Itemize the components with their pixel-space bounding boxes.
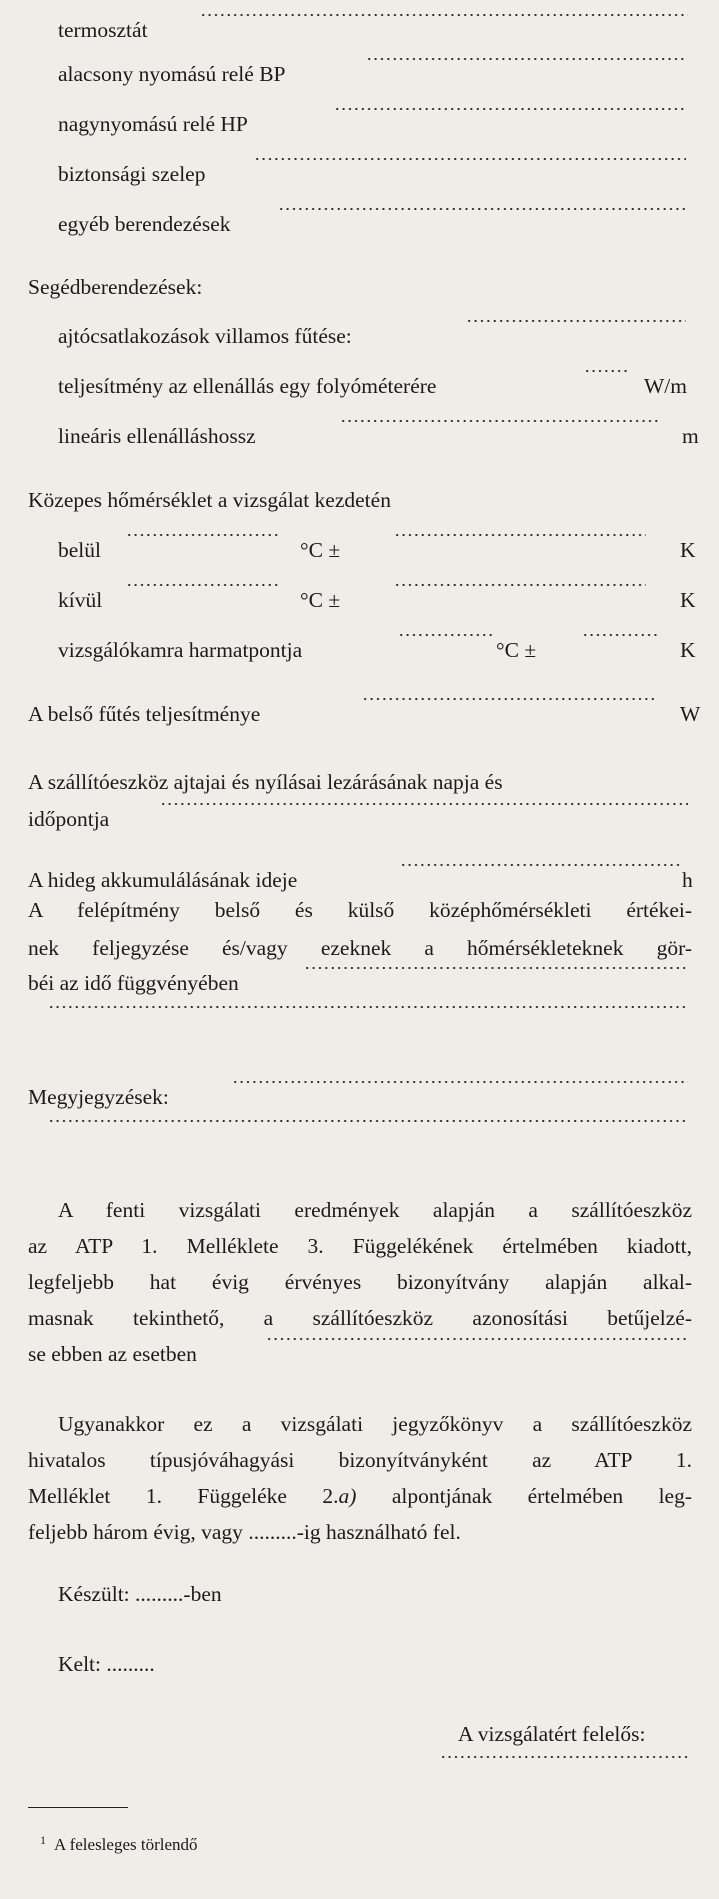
record-line3 bbox=[0, 961, 719, 1005]
field-label bbox=[58, 1642, 155, 1686]
field-temp-inside bbox=[0, 528, 719, 572]
paragraph-text: feljebb három évig, vagy bbox=[28, 1520, 249, 1544]
field-temp-outside bbox=[0, 578, 719, 622]
fill-dots: ......... bbox=[248, 1520, 297, 1544]
kelvin-label: K bbox=[680, 638, 696, 662]
signature-line bbox=[0, 1750, 719, 1794]
paragraph-text: Ugyanakkor ez a vizsgálati jegyzőkönyv a szállítóeszköz bbox=[58, 1412, 692, 1436]
record-text: A felépítmény belső és külső középhőmérsékleti értékei- bbox=[28, 898, 692, 922]
field-safety-valve bbox=[0, 152, 719, 196]
field-label: nagynyomású relé HP bbox=[58, 112, 248, 136]
paragraph-italic: a) bbox=[338, 1484, 357, 1508]
field-label: vizsgálókamra harmatpontja bbox=[58, 638, 303, 662]
paragraph-text: masnak tekinthető, a szállítóeszköz azonosítási betűjelzé- bbox=[28, 1306, 692, 1330]
dotted-fill-line bbox=[278, 202, 686, 216]
dotted-fill-line bbox=[232, 1075, 688, 1089]
section-heading: Közepes hőmérséklet a vizsgálat kezdetén bbox=[28, 488, 391, 512]
celsius-label: °C ± bbox=[300, 588, 341, 612]
para2-line3 bbox=[28, 1478, 692, 1514]
para2-line1 bbox=[58, 1406, 692, 1442]
dotted-fill-line bbox=[48, 1000, 688, 1014]
field-door-heating bbox=[0, 314, 719, 358]
dotted-fill-line bbox=[394, 578, 646, 592]
record-text: nek feljegyzése és/vagy ezeknek a hőmérsékleteknek gör- bbox=[28, 936, 692, 960]
para1-line1 bbox=[58, 1192, 692, 1228]
field-dew-point bbox=[0, 628, 719, 672]
field-label: biztonsági szelep bbox=[58, 162, 206, 186]
fill-dots: ......... bbox=[135, 1582, 184, 1606]
dotted-fill-line bbox=[466, 314, 686, 328]
dotted-fill-line bbox=[334, 102, 686, 116]
dotted-fill-line bbox=[340, 414, 660, 428]
para2-line4 bbox=[28, 1514, 692, 1550]
signature-label: A vizsgálatért felelős: bbox=[458, 1722, 646, 1746]
field-label: A belső fűtés teljesítménye bbox=[28, 702, 261, 726]
para1-line5 bbox=[0, 1332, 719, 1376]
field-remarks bbox=[0, 1075, 719, 1119]
field-label: alacsony nyomású relé BP bbox=[58, 62, 286, 86]
made-label: Készült: bbox=[58, 1582, 136, 1606]
dotted-fill-line bbox=[266, 1332, 688, 1346]
footnote-number: 1 bbox=[40, 1833, 46, 1847]
field-label: A hideg akkumulálásának ideje bbox=[28, 868, 298, 892]
paragraph-text: Melléklet 1. Függeléke 2. bbox=[28, 1484, 339, 1508]
footnote-rule bbox=[28, 1807, 128, 1808]
footnote-text: A felesleges törlendő bbox=[54, 1835, 198, 1854]
field-label: A szállítóeszköz ajtajai és nyílásai lezárásának napja és bbox=[28, 770, 503, 794]
dotted-fill-line bbox=[254, 152, 686, 166]
paragraph-text: A fenti vizsgálati eredmények alapján a szállítóeszköz bbox=[58, 1198, 692, 1222]
dotted-fill-line bbox=[398, 628, 494, 642]
paragraph-text: alpontjának értelmében leg- bbox=[356, 1484, 692, 1508]
para1-line2 bbox=[28, 1228, 692, 1264]
field-heating-power bbox=[0, 692, 719, 736]
dotted-fill-line bbox=[160, 797, 688, 811]
field-bp-relay bbox=[0, 52, 719, 96]
remarks-blank-line bbox=[0, 1114, 719, 1158]
field-label: egyéb berendezések bbox=[58, 212, 231, 236]
para1-line3 bbox=[28, 1264, 692, 1300]
record-text: béi az idő függvényében bbox=[28, 971, 239, 995]
field-termosztat bbox=[0, 8, 719, 52]
dotted-fill-line bbox=[400, 858, 680, 872]
field-other-equipment bbox=[0, 202, 719, 246]
field-date bbox=[0, 1642, 719, 1686]
para1-line4 bbox=[28, 1300, 692, 1336]
para2-line2 bbox=[28, 1442, 692, 1478]
field-closing-line2 bbox=[0, 797, 719, 841]
field-label: lineáris ellenálláshossz bbox=[58, 424, 256, 448]
paragraph-text: -ig használható fel. bbox=[296, 1520, 461, 1544]
paragraph-text: hivatalos típusjóváhagyási bizonyítványként az ATP 1. bbox=[28, 1448, 692, 1472]
field-label: kívül bbox=[58, 588, 103, 612]
celsius-label: °C ± bbox=[300, 538, 341, 562]
dotted-fill-line bbox=[584, 364, 630, 378]
field-resistance-length bbox=[0, 414, 719, 458]
record-line1 bbox=[28, 892, 692, 928]
dotted-signature-line bbox=[440, 1750, 688, 1764]
date-label: Kelt: bbox=[58, 1652, 107, 1676]
paragraph-text: az ATP 1. Melléklete 3. Függelékének értelmében kiadott, bbox=[28, 1234, 692, 1258]
made-suffix: -ben bbox=[183, 1582, 222, 1606]
field-label: termosztát bbox=[58, 18, 148, 42]
unit-label: m bbox=[682, 424, 699, 448]
field-label: időpontja bbox=[28, 807, 110, 831]
dotted-fill-line bbox=[126, 578, 278, 592]
field-label: teljesítmény az ellenállás egy folyóméterére bbox=[58, 374, 437, 398]
dotted-fill-line bbox=[126, 528, 278, 542]
field-label: ajtócsatlakozások villamos fűtése: bbox=[58, 324, 352, 348]
unit-label: W/m bbox=[644, 374, 687, 398]
temp-heading bbox=[0, 478, 719, 522]
field-made bbox=[0, 1572, 719, 1616]
paragraph-text: se ebben az esetben bbox=[28, 1342, 197, 1366]
record-blank-line bbox=[0, 1000, 719, 1044]
unit-label: h bbox=[682, 868, 693, 892]
section-heading: Segédberendezések: bbox=[28, 275, 203, 299]
fill-dots: ......... bbox=[106, 1652, 155, 1676]
field-power-per-meter bbox=[0, 364, 719, 408]
field-label: Megyjegyzések: bbox=[28, 1085, 169, 1109]
footnote bbox=[40, 1828, 198, 1857]
aux-heading bbox=[0, 265, 719, 309]
kelvin-label: K bbox=[680, 588, 696, 612]
field-label: belül bbox=[58, 538, 101, 562]
unit-label: W bbox=[680, 702, 701, 726]
dotted-fill-line bbox=[200, 8, 688, 22]
dotted-fill-line bbox=[304, 961, 688, 975]
dotted-fill-line bbox=[366, 52, 686, 66]
paragraph-text: legfeljebb hat évig érvényes bizonyítvány alapján alkal- bbox=[28, 1270, 692, 1294]
dotted-fill-line bbox=[582, 628, 658, 642]
kelvin-label: K bbox=[680, 538, 696, 562]
dotted-fill-line bbox=[394, 528, 646, 542]
field-label bbox=[58, 1572, 222, 1616]
dotted-fill-line bbox=[362, 692, 658, 706]
field-hp-relay bbox=[0, 102, 719, 146]
dotted-fill-line bbox=[48, 1114, 688, 1128]
celsius-label: °C ± bbox=[496, 638, 537, 662]
